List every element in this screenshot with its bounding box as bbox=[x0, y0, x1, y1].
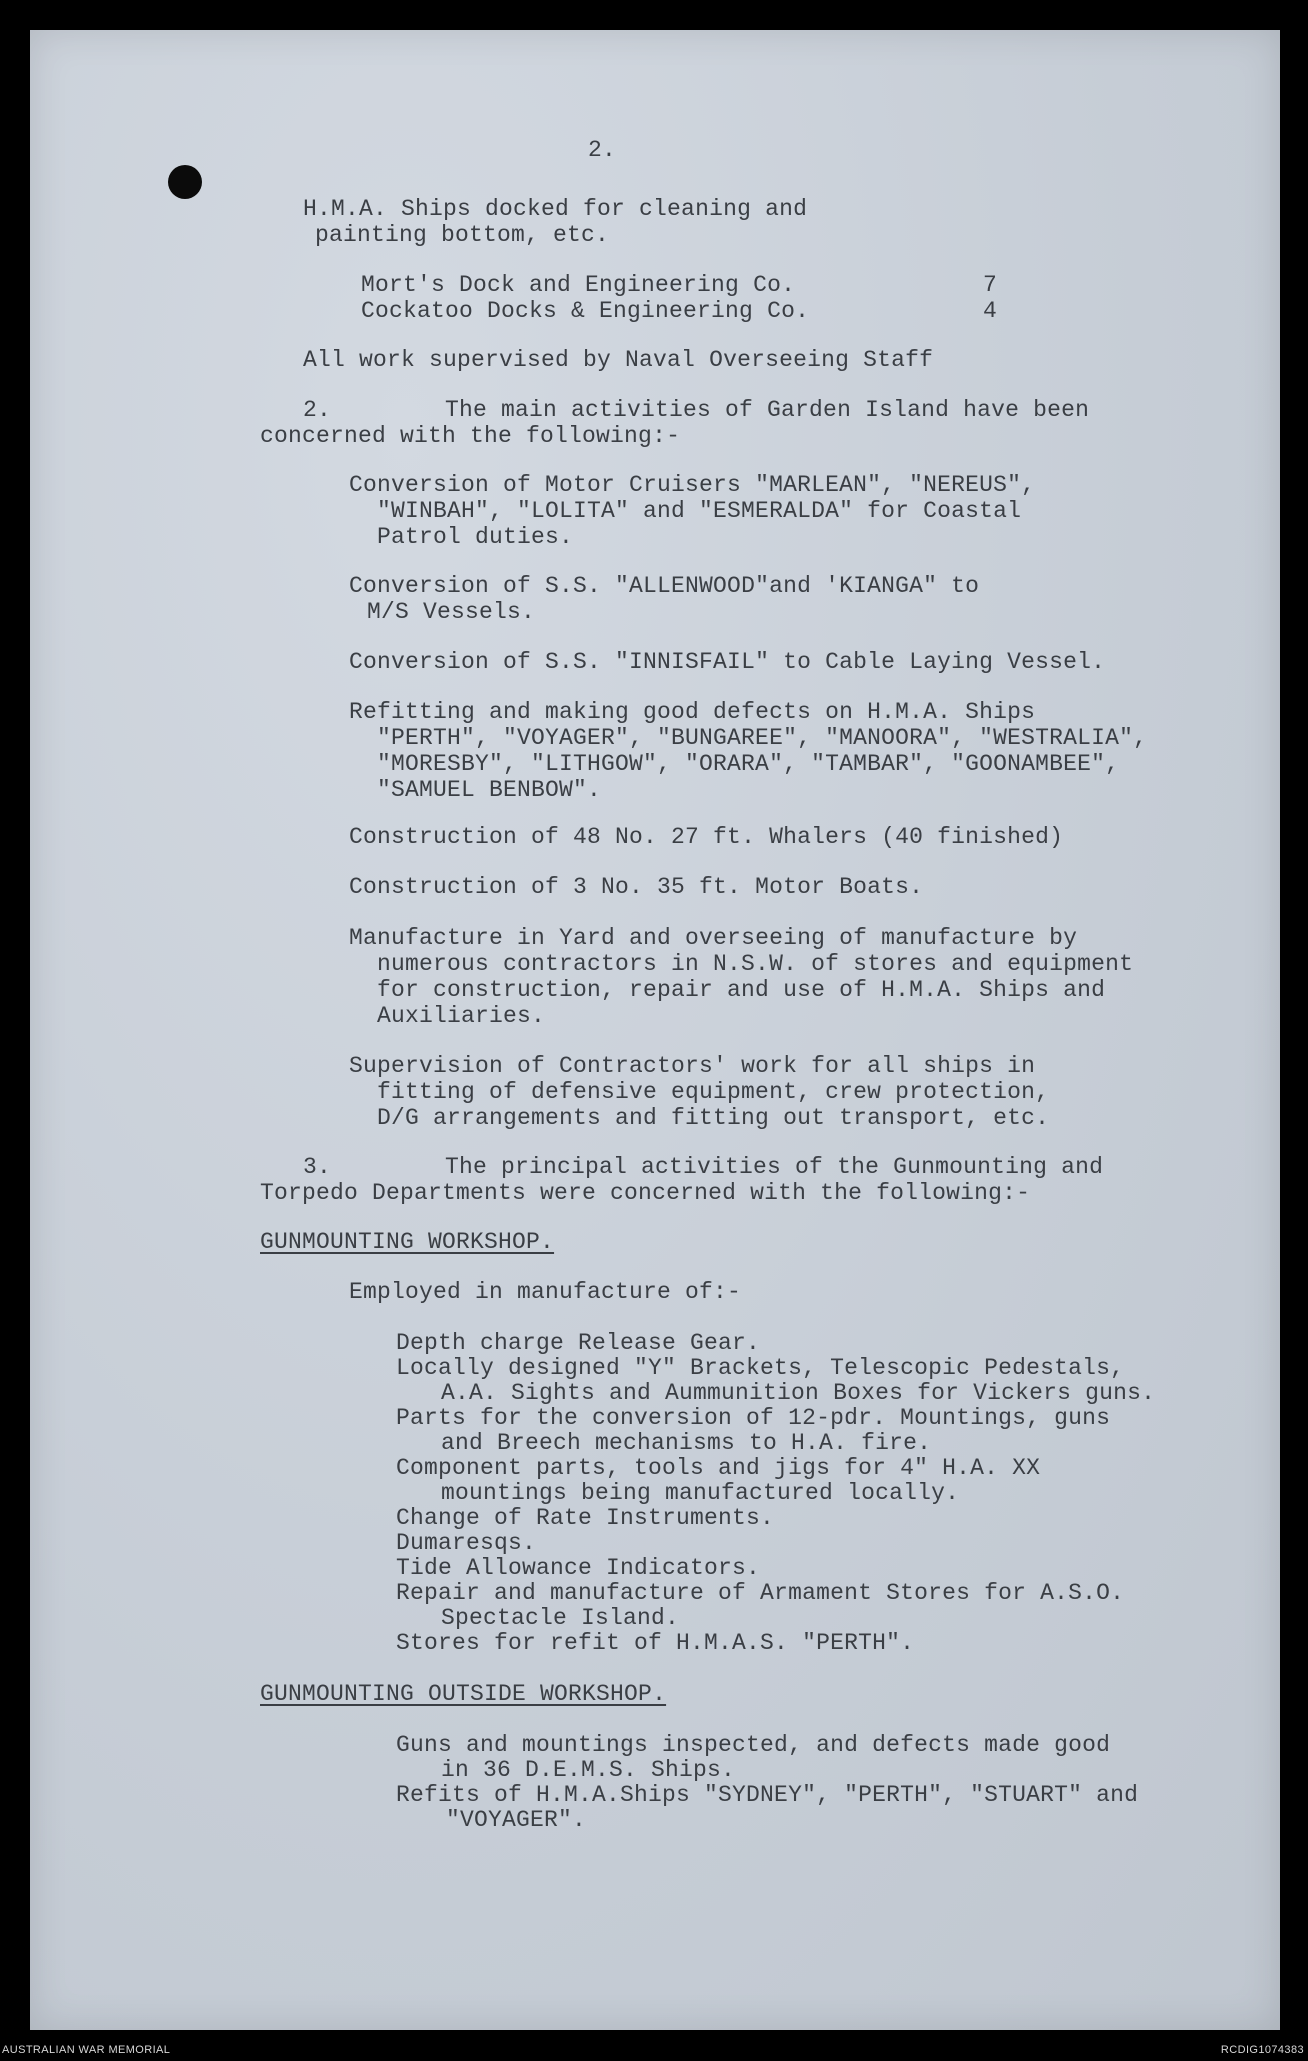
footer-source: AUSTRALIAN WAR MEMORIAL bbox=[2, 2044, 171, 2056]
para3-line2: Torpedo Departments were concerned with the following:- bbox=[260, 1180, 1031, 1206]
para2-item-line: "SAMUEL BENBOW". bbox=[377, 777, 602, 803]
punch-hole bbox=[168, 165, 202, 199]
workshop-intro: Employed in manufacture of:- bbox=[349, 1279, 742, 1305]
para2-item-line: Manufacture in Yard and overseeing of manufacture by bbox=[349, 925, 1078, 951]
docked-row-count: 7 bbox=[983, 272, 998, 298]
para2-item-line: D/G arrangements and fitting out transport, etc. bbox=[377, 1105, 1050, 1131]
page-number: 2. bbox=[588, 137, 617, 163]
docked-heading-line2: painting bottom, etc. bbox=[315, 222, 610, 248]
workshop-item-line: Stores for refit of H.M.A.S. "PERTH". bbox=[396, 1630, 915, 1656]
para3-number: 3. bbox=[303, 1154, 332, 1180]
outside-item-line: Refits of H.M.A.Ships "SYDNEY", "PERTH", "STUART" and bbox=[396, 1782, 1139, 1808]
workshop-item-line: Depth charge Release Gear. bbox=[396, 1330, 761, 1356]
docked-heading-line1: H.M.A. Ships docked for cleaning and bbox=[303, 196, 808, 222]
para2-item-line: fitting of defensive equipment, crew protection, bbox=[377, 1079, 1050, 1105]
workshop-item-line: mountings being manufactured locally. bbox=[441, 1480, 960, 1506]
para2-item-line: M/S Vessels. bbox=[367, 599, 536, 625]
docked-row-name: Cockatoo Docks & Engineering Co. bbox=[361, 298, 810, 324]
para2-item-line: for construction, repair and use of H.M.A. Ships and bbox=[377, 977, 1106, 1003]
workshop-item-line: Dumaresqs. bbox=[396, 1530, 537, 1556]
workshop-item-line: Change of Rate Instruments. bbox=[396, 1505, 775, 1531]
para2-number: 2. bbox=[303, 397, 332, 423]
workshop-item-line: and Breech mechanisms to H.A. fire. bbox=[441, 1430, 932, 1456]
section-heading-gunmounting-workshop: GUNMOUNTING WORKSHOP. bbox=[260, 1229, 555, 1255]
para2-item-line: Conversion of S.S. "ALLENWOOD"and 'KIANGA" to bbox=[349, 573, 980, 599]
workshop-item-line: Spectacle Island. bbox=[441, 1605, 680, 1631]
document-page bbox=[30, 30, 1280, 2030]
workshop-item-line: A.A. Sights and Aummunition Boxes for Vickers guns. bbox=[441, 1380, 1156, 1406]
workshop-item-line: Component parts, tools and jigs for 4" H.A. XX bbox=[396, 1455, 1041, 1481]
docked-row-name: Mort's Dock and Engineering Co. bbox=[361, 272, 796, 298]
para2-item-line: Construction of 3 No. 35 ft. Motor Boats. bbox=[349, 874, 924, 900]
para2-item-line: Conversion of S.S. "INNISFAIL" to Cable Laying Vessel. bbox=[349, 649, 1106, 675]
supervised-note: All work supervised by Naval Overseeing Staff bbox=[303, 347, 934, 373]
outside-item-line: "VOYAGER". bbox=[446, 1807, 587, 1833]
para2-item-line: Refitting and making good defects on H.M.A. Ships bbox=[349, 699, 1036, 725]
para2-item-line: Conversion of Motor Cruisers "MARLEAN", "NEREUS", bbox=[349, 472, 1036, 498]
outside-item-line: Guns and mountings inspected, and defects made good bbox=[396, 1732, 1111, 1758]
workshop-item-line: Tide Allowance Indicators. bbox=[396, 1555, 761, 1581]
para2-item-line: Construction of 48 No. 27 ft. Whalers (40 finished) bbox=[349, 824, 1064, 850]
para2-line2: concerned with the following:- bbox=[260, 423, 681, 449]
para2-line1: The main activities of Garden Island have been bbox=[445, 397, 1090, 423]
docked-row-count: 4 bbox=[983, 298, 998, 324]
para2-item-line: Auxiliaries. bbox=[377, 1003, 546, 1029]
outside-item-line: in 36 D.E.M.S. Ships. bbox=[441, 1757, 736, 1783]
para2-item-line: "WINBAH", "LOLITA" and "ESMERALDA" for Coastal bbox=[377, 498, 1022, 524]
workshop-item-line: Repair and manufacture of Armament Stores for A.S.O. bbox=[396, 1580, 1125, 1606]
para2-item-line: "PERTH", "VOYAGER", "BUNGAREE", "MANOORA", "WESTRALIA", bbox=[377, 725, 1148, 751]
workshop-item-line: Parts for the conversion of 12-pdr. Mountings, guns bbox=[396, 1405, 1111, 1431]
para2-item-line: Supervision of Contractors' work for all ships in bbox=[349, 1053, 1036, 1079]
para3-line1: The principal activities of the Gunmounting and bbox=[445, 1154, 1104, 1180]
para2-item-line: Patrol duties. bbox=[377, 524, 574, 550]
section-heading-gunmounting-outside-workshop: GUNMOUNTING OUTSIDE WORKSHOP. bbox=[260, 1681, 667, 1707]
para2-item-line: "MORESBY", "LITHGOW", "ORARA", "TAMBAR", "GOONAMBEE", bbox=[377, 751, 1120, 777]
para2-item-line: numerous contractors in N.S.W. of stores and equipment bbox=[377, 951, 1134, 977]
workshop-item-line: Locally designed "Y" Brackets, Telescopic Pedestals, bbox=[396, 1355, 1125, 1381]
footer-id: RCDIG1074383 bbox=[1220, 2044, 1304, 2056]
